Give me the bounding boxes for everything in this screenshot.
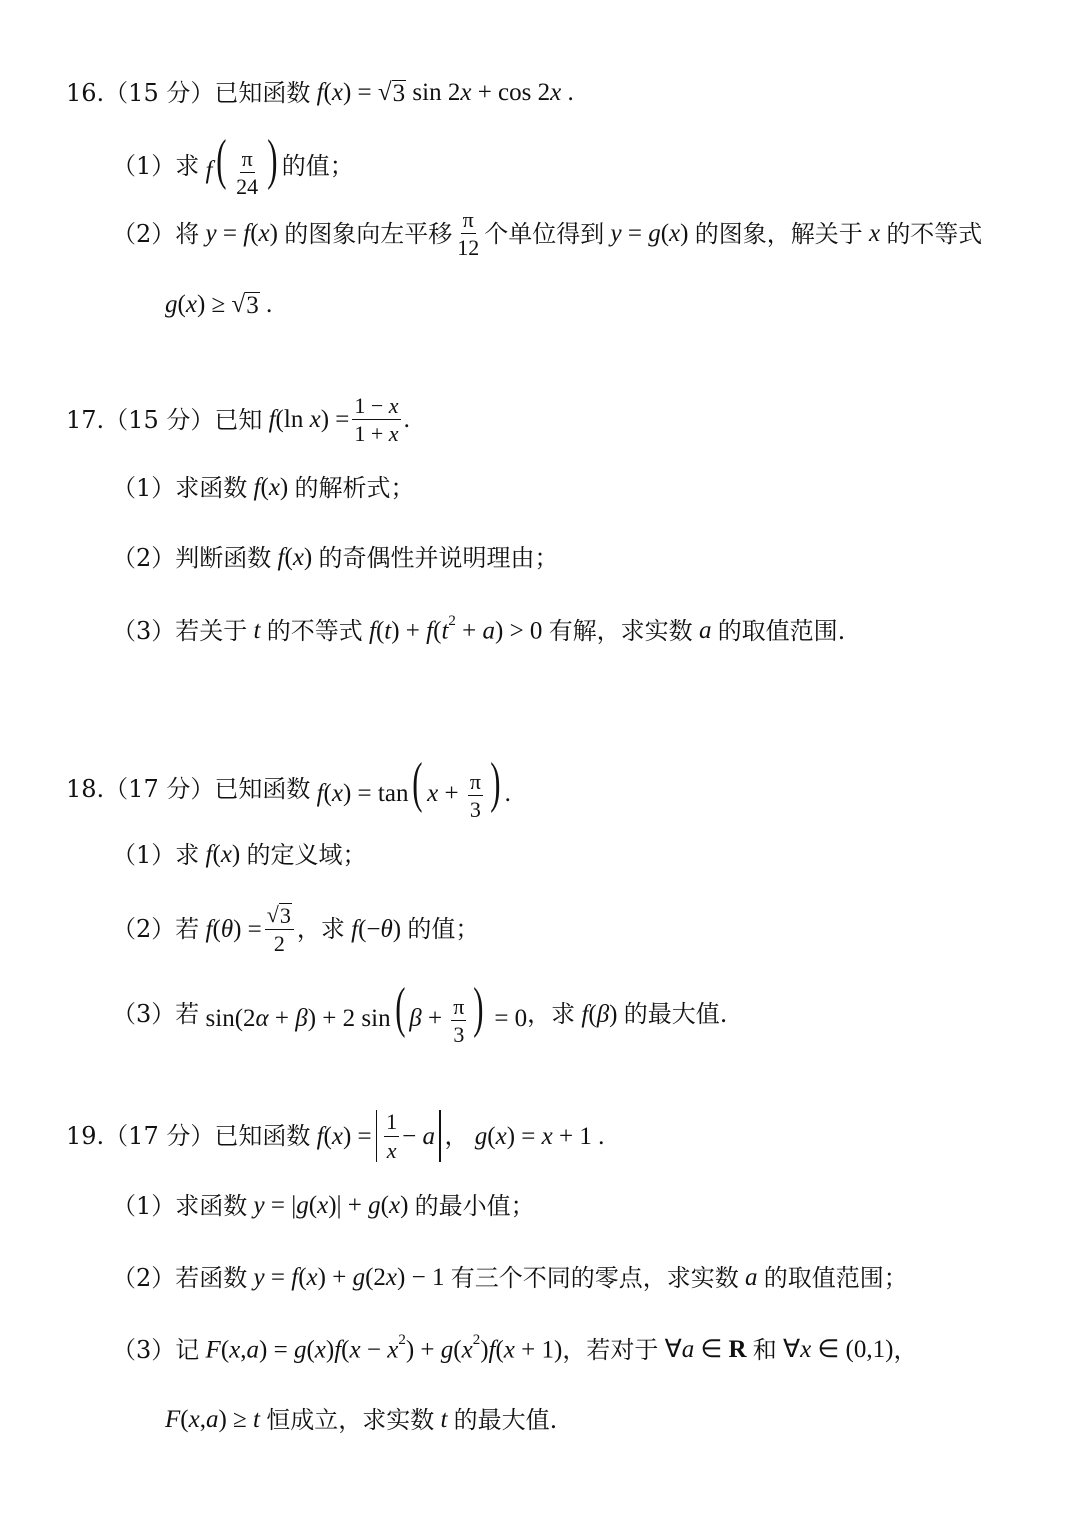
formula: a [738,1264,764,1291]
problem-19-part-3 [112,1332,918,1364]
formula: sin(2α + β) + 2 sin( β + $\frac{\pi}{3}$ ) = 0 [199,977,528,1047]
formula: y = f(x) [205,220,285,248]
formula: F(x,a) ≥ t [165,1406,260,1433]
formula: f(x) = √ 3 sin 2x + cos 2x . [316,79,574,107]
part-label: （2） [112,219,176,248]
part-text: 的最大值. [623,1000,728,1029]
problem-19-part-3-cont [165,1407,557,1432]
part-label: （1） [112,152,176,181]
formula: g(x) = x + 1 . [474,1122,605,1150]
problem-number: 18. [66,775,105,804]
part-text: 求函数 [175,473,248,502]
formula: t [247,617,267,645]
problem-17-part-1 [112,475,415,500]
part-text: 的值； [281,152,354,181]
problem-points: （17 分） [104,775,215,804]
part-text: 有解，求实数 [548,616,693,645]
abs-bar [439,1110,441,1162]
part-text: 若关于 [175,616,248,645]
part-text: 恒成立，求实数 [266,1405,435,1434]
problem-stem-text: 已知函数 [214,1122,311,1150]
part-text: ，若对于 [562,1335,659,1364]
formula: a [692,617,718,645]
part-text: 若 [175,915,200,944]
problem-stem-text: 已知 [214,405,263,434]
part-text: 判断函数 [175,543,272,572]
problem-16-stem [66,80,574,106]
part-label: （3） [112,616,176,645]
problem-17-stem [66,394,410,445]
period: . [403,406,410,434]
formula: x [862,220,887,248]
fraction: $\frac{1 - x}{1 + x}$ [354,393,399,447]
part-text: ， [893,1335,918,1364]
problem-18-part-2 [112,903,479,955]
part-label: （1） [112,840,176,869]
part-text: 若函数 [175,1263,248,1292]
part-text: 求 [175,840,200,869]
part-text: 的值； [407,915,480,944]
fraction: √ 3 2 [265,903,294,955]
part-text: 将 [175,219,200,248]
formula: f( $\frac{\pi}{24}$ ) [205,129,278,199]
problem-points: （17 分） [104,1122,215,1150]
part-text: 和 [752,1335,777,1364]
part-text: 的取值范围； [763,1263,908,1292]
problem-18-part-3 [112,977,728,1047]
formula: f(β) [581,1000,624,1028]
formula: y = |g(x)| + g(x) [253,1192,415,1219]
problem-17-part-2 [112,545,559,570]
part-text: 若 [175,1000,200,1029]
fraction: $\frac{1}{x}$ [386,1109,398,1163]
problem-19-part-1 [112,1193,535,1218]
formula: f(θ) = [205,915,262,943]
part-text: 个单位得到 [484,219,605,248]
part-text: ，求 [527,1000,576,1029]
formula: f(x) [277,544,319,571]
abs-bar [376,1110,378,1162]
problem-18-stem [66,752,511,822]
formula: f(x) [253,474,295,501]
part-text: 的图象向左平移 [284,219,453,248]
part-label: （2） [112,1263,176,1292]
problem-16-part-2-cont [165,292,272,318]
formula: ∀x ∈ (0,1) [776,1336,894,1364]
part-label: （3） [112,1000,176,1029]
formula: f(ln x) = [268,406,350,434]
formula: $f(t) + f(t^2 + a) > 0$ [368,613,549,645]
problem-number: 17. [66,405,105,434]
part-text: 求 [175,152,200,181]
formula: f(−θ) [351,915,408,943]
part-text: 的图象，解关于 [694,219,863,248]
problem-17-part-3 [112,613,846,645]
fraction: $\frac{\pi}{12}$ [457,207,480,261]
separator: ， [444,1122,469,1150]
formula: y = g(x) [610,220,695,248]
part-text: ，求 [296,915,345,944]
part-text: 的最小值； [414,1191,535,1220]
part-label: （3） [112,1335,176,1364]
formula: $F(x,a) = g(x)f(x - x^2) + g(x^2)f(x + 1)$ [205,1332,563,1364]
problem-stem-text: 已知函数 [214,775,311,804]
formula: ∀a ∈ R [658,1336,747,1364]
problem-18-part-1 [112,842,367,867]
problem-16-part-2 [112,208,982,259]
part-text: 的取值范围. [717,616,846,645]
part-text: 的不等式 [266,616,363,645]
formula: g(x) ≥ √ 3 . [165,291,273,319]
part-text: 的定义域； [246,840,367,869]
part-text: 的不等式 [886,219,983,248]
part-label: （1） [112,473,176,502]
formula: t [434,1406,454,1433]
part-label: （2） [112,543,176,572]
part-text: 求函数 [175,1191,248,1220]
problem-19-stem [66,1110,604,1162]
formula: − a [402,1122,436,1150]
part-text: 的最大值. [453,1405,558,1434]
problem-points: （15 分） [104,405,215,434]
problem-19-part-2 [112,1265,908,1290]
problem-points: （15 分） [104,79,215,107]
part-text: 记 [175,1335,200,1364]
formula: f(x) [205,841,247,868]
part-text: 的奇偶性并说明理由； [318,543,559,572]
formula: f(x) = tan( x + $\frac{\pi}{3}$ ) . [316,752,511,822]
part-label: （1） [112,1191,176,1220]
part-label: （2） [112,915,176,944]
formula: y = f(x) + g(2x) − 1 [253,1264,451,1291]
part-text: 有三个不同的零点，求实数 [450,1263,739,1292]
part-text: 的解析式； [294,473,415,502]
problem-number: 19. [66,1122,105,1150]
problem-stem-text: 已知函数 [214,79,311,107]
formula: f(x) = [316,1122,372,1150]
problem-number: 16. [66,79,105,107]
problem-16-part-1 [112,129,354,199]
